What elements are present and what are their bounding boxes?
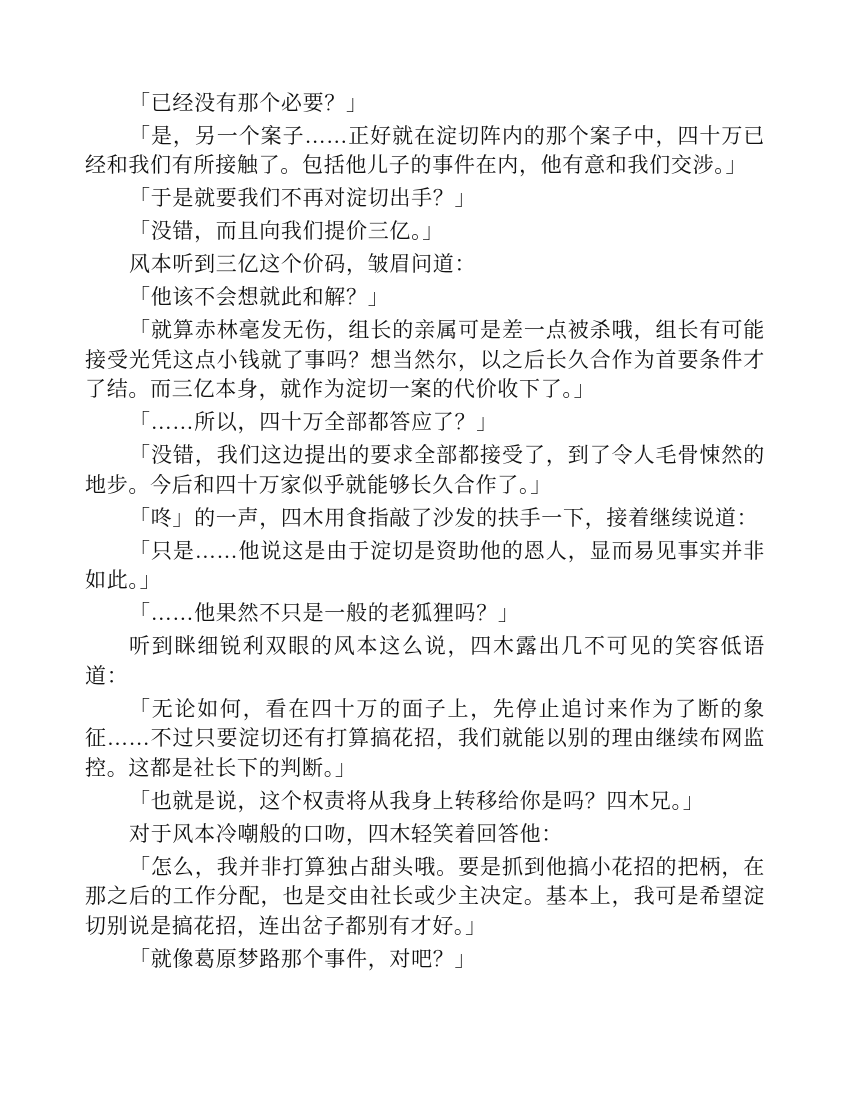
paragraph-6: 「他该不会想就此和解？」 [129,285,390,309]
paragraph-9: 「没错，我们这边提出的要求全部都接受了，到了令人毛骨悚然的地步。今后和四十万家似乎就能够长久合作了。」 [85,443,765,497]
paragraph-1: 「已经没有那个必要？」 [129,90,368,115]
paragraph-13: 听到眯细锐利双眼的风本这么说，四木露出几不可见的笑容低语道： [85,634,765,688]
paragraph-15: 「也就是说，这个权责将从我身上转移给你是吗？四木兄。」 [129,788,705,813]
paragraph-4: 「没错，而且向我们提价三亿。」 [129,219,444,243]
paragraph-18: 「就像葛原梦路那个事件，对吧？」 [129,946,477,971]
paragraph-5: 风本听到三亿这个价码，皱眉问道： [129,252,477,276]
paragraph-3: 「于是就要我们不再对淀切出手？」 [129,186,477,210]
paragraph-8: 「……所以，四十万全部都答应了？」 [129,410,498,434]
paragraph-7: 「就算赤林毫发无伤，组长的亲属可是差一点被杀哦，组长有可能接受光凭这点小钱就了事吗？想当然尔，以之后长久合作为首要条件才了结。而三亿本身，就作为淀切一案的代价收下了。」 [85,318,765,401]
paragraph-16: 对于风本冷嘲般的口吻，四木轻笑着回答他： [129,821,563,846]
paragraph-17: 「怎么，我并非打算独占甜头哦。要是抓到他搞小花招的把柄，在那之后的工作分配，也是交由社长或少主决定。基本上，我可是希望淀切别说是搞花招，连出岔子都别有才好。」 [85,854,765,938]
paragraph-2: 「是，另一个案子……正好就在淀切阵内的那个案子中，四十万已经和我们有所接触了。包括他儿子的事件在内，他有意和我们交涉。」 [85,123,765,177]
paragraph-11: 「只是……他说这是由于淀切是资助他的恩人，显而易见事实并非如此。」 [85,538,765,592]
paragraph-10: 「咚」的一声，四木用食指敲了沙发的扶手一下，接着继续说道： [129,505,759,530]
paragraph-12: 「……他果然不只是一般的老狐狸吗？」 [129,601,520,625]
paragraph-14: 「无论如何，看在四十万的面子上，先停止追讨来作为了断的象征……不过只要淀切还有打算搞花招，我们就能以别的理由继续布网监控。这都是社长下的判断。」 [85,696,765,780]
